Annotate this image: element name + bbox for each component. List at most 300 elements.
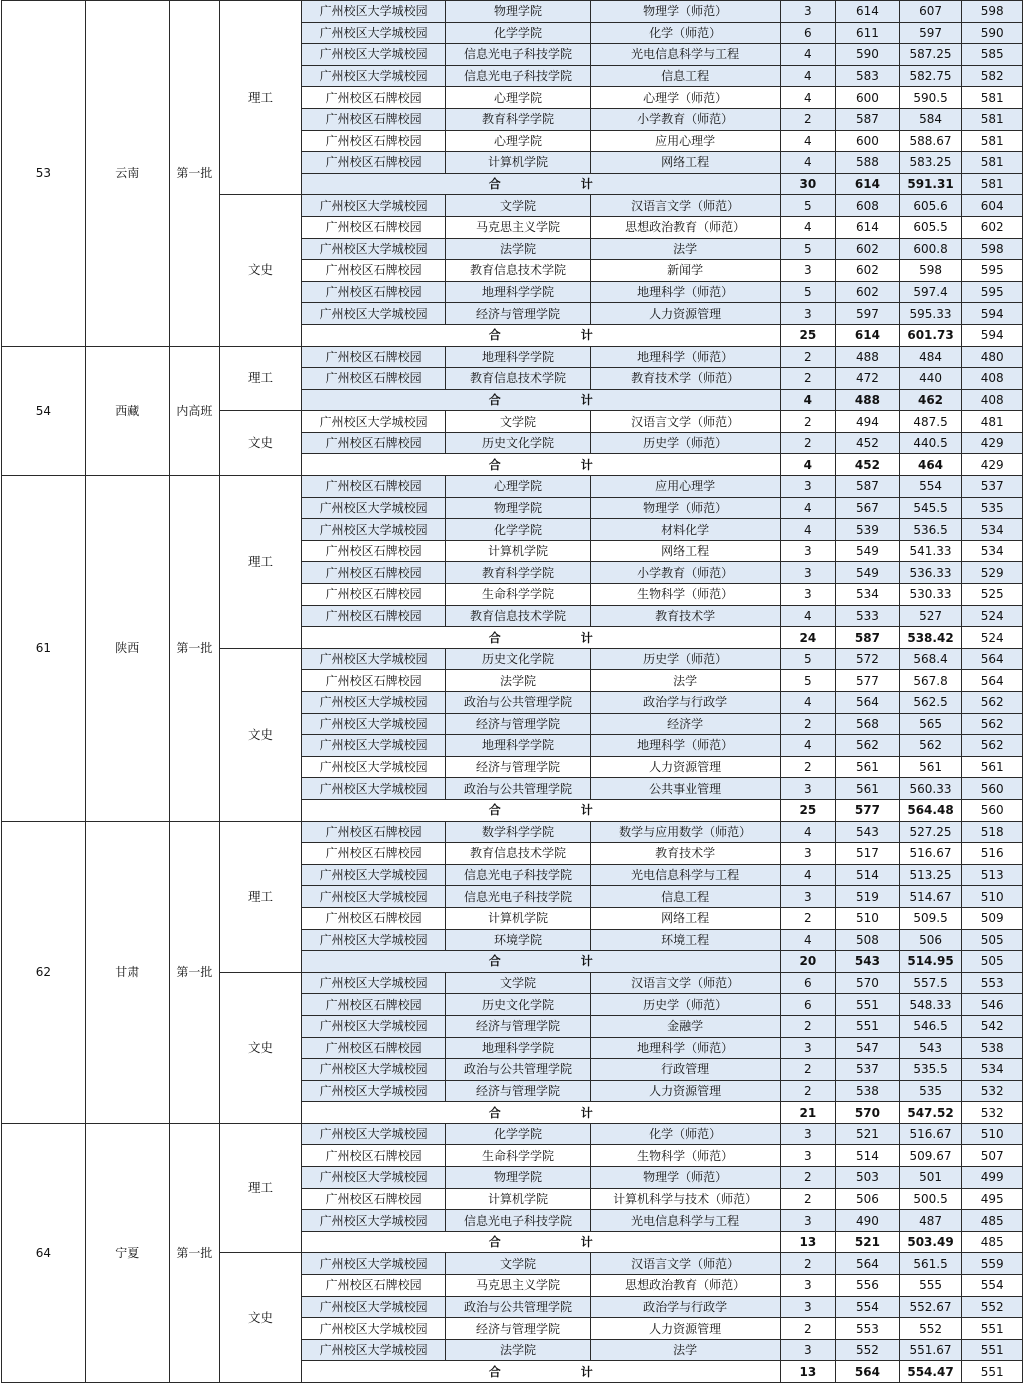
min-score-cell: 551 [962, 1339, 1023, 1361]
campus-cell: 广州校区大学城校园 [301, 756, 445, 778]
total-avg-cell: 464 [899, 454, 962, 476]
avg-score-cell: 567.8 [899, 670, 962, 692]
max-score-cell: 600 [836, 130, 900, 152]
table-row [2, 476, 1023, 498]
min-score-cell: 507 [962, 1145, 1023, 1167]
max-score-cell: 602 [836, 260, 900, 282]
college-cell: 心理学院 [446, 476, 590, 498]
college-cell: 马克思主义学院 [446, 1275, 590, 1297]
total-label-ji: 计 [580, 1235, 593, 1250]
avg-score-cell: 545.5 [899, 497, 962, 519]
college-cell: 化学学院 [446, 519, 590, 541]
track-cell: 理工 [220, 476, 302, 649]
campus-cell: 广州校区大学城校园 [301, 648, 445, 670]
quota-cell: 4 [780, 519, 836, 541]
table-row [2, 346, 1023, 368]
min-score-cell: 585 [962, 44, 1023, 66]
avg-score-cell: 500.5 [899, 1188, 962, 1210]
min-score-cell: 581 [962, 130, 1023, 152]
quota-cell: 3 [780, 1123, 836, 1145]
college-cell: 物理学院 [446, 1, 590, 23]
college-cell: 地理科学学院 [446, 346, 590, 368]
campus-cell: 广州校区石牌校园 [301, 1037, 445, 1059]
total-avg-cell: 591.31 [899, 173, 962, 195]
avg-score-cell: 598 [899, 260, 962, 282]
province-code-cell: 54 [2, 346, 86, 476]
track-cell: 文史 [220, 195, 302, 346]
total-label-cell [301, 951, 780, 973]
major-cell: 光电信息科学与工程 [590, 44, 780, 66]
max-score-cell: 543 [836, 821, 900, 843]
total-label-ji: 计 [580, 457, 593, 472]
min-score-cell: 560 [962, 778, 1023, 800]
major-cell: 历史学（师范） [590, 432, 780, 454]
min-score-cell: 538 [962, 1037, 1023, 1059]
total-avg-cell: 514.95 [899, 951, 962, 973]
max-score-cell: 602 [836, 281, 900, 303]
major-cell: 小学教育（师范） [590, 108, 780, 130]
avg-score-cell: 561.5 [899, 1253, 962, 1275]
max-score-cell: 517 [836, 843, 900, 865]
quota-cell: 5 [780, 670, 836, 692]
quota-cell: 4 [780, 497, 836, 519]
quota-cell: 5 [780, 238, 836, 260]
max-score-cell: 588 [836, 152, 900, 174]
min-score-cell: 534 [962, 540, 1023, 562]
total-label-he: 合 [488, 630, 501, 645]
college-cell: 心理学院 [446, 87, 590, 109]
province-code-cell: 62 [2, 821, 86, 1123]
major-cell: 行政管理 [590, 1059, 780, 1081]
college-cell: 计算机学院 [446, 1188, 590, 1210]
total-label-ji: 计 [580, 1364, 593, 1379]
min-score-cell: 481 [962, 411, 1023, 433]
table-row [2, 1, 1023, 23]
major-cell: 网络工程 [590, 152, 780, 174]
college-cell: 信息光电子科技学院 [446, 864, 590, 886]
college-cell: 法学院 [446, 238, 590, 260]
min-score-cell: 518 [962, 821, 1023, 843]
max-score-cell: 602 [836, 238, 900, 260]
min-score-cell: 495 [962, 1188, 1023, 1210]
total-label-ji: 计 [580, 630, 593, 645]
major-cell: 计算机科学与技术（师范） [590, 1188, 780, 1210]
max-score-cell: 506 [836, 1188, 900, 1210]
max-score-cell: 611 [836, 22, 900, 44]
table-row [2, 821, 1023, 843]
total-quota-cell: 21 [780, 1102, 836, 1124]
max-score-cell: 508 [836, 929, 900, 951]
quota-cell: 4 [780, 130, 836, 152]
max-score-cell: 537 [836, 1059, 900, 1081]
college-cell: 马克思主义学院 [446, 216, 590, 238]
major-cell: 物理学（师范） [590, 497, 780, 519]
campus-cell: 广州校区大学城校园 [301, 497, 445, 519]
min-score-cell: 513 [962, 864, 1023, 886]
max-score-cell: 614 [836, 1, 900, 23]
min-score-cell: 564 [962, 648, 1023, 670]
min-score-cell: 581 [962, 87, 1023, 109]
max-score-cell: 567 [836, 497, 900, 519]
min-score-cell: 602 [962, 216, 1023, 238]
avg-score-cell: 597 [899, 22, 962, 44]
quota-cell: 3 [780, 1339, 836, 1361]
college-cell: 生命科学学院 [446, 1145, 590, 1167]
min-score-cell: 534 [962, 519, 1023, 541]
min-score-cell: 516 [962, 843, 1023, 865]
quota-cell: 6 [780, 22, 836, 44]
avg-score-cell: 440.5 [899, 432, 962, 454]
campus-cell: 广州校区石牌校园 [301, 281, 445, 303]
max-score-cell: 549 [836, 540, 900, 562]
major-cell: 网络工程 [590, 540, 780, 562]
min-score-cell: 590 [962, 22, 1023, 44]
avg-score-cell: 605.5 [899, 216, 962, 238]
min-score-cell: 581 [962, 108, 1023, 130]
campus-cell: 广州校区大学城校园 [301, 65, 445, 87]
total-label-cell [301, 627, 780, 649]
major-cell: 人力资源管理 [590, 756, 780, 778]
max-score-cell: 551 [836, 1015, 900, 1037]
campus-cell: 广州校区大学城校园 [301, 1296, 445, 1318]
total-max-cell: 570 [836, 1102, 900, 1124]
avg-score-cell: 487 [899, 1210, 962, 1232]
total-min-cell: 429 [962, 454, 1023, 476]
campus-cell: 广州校区石牌校园 [301, 843, 445, 865]
total-avg-cell: 564.48 [899, 799, 962, 821]
max-score-cell: 539 [836, 519, 900, 541]
major-cell: 人力资源管理 [590, 303, 780, 325]
max-score-cell: 533 [836, 605, 900, 627]
college-cell: 法学院 [446, 670, 590, 692]
total-label-cell [301, 389, 780, 411]
total-avg-cell: 462 [899, 389, 962, 411]
total-avg-cell: 547.52 [899, 1102, 962, 1124]
avg-score-cell: 560.33 [899, 778, 962, 800]
major-cell: 人力资源管理 [590, 1080, 780, 1102]
campus-cell: 广州校区石牌校园 [301, 821, 445, 843]
major-cell: 教育技术学 [590, 843, 780, 865]
batch-cell: 第一批 [169, 1123, 219, 1382]
avg-score-cell: 597.4 [899, 281, 962, 303]
total-label-he: 合 [488, 457, 501, 472]
total-label-he: 合 [488, 177, 501, 192]
avg-score-cell: 516.67 [899, 1123, 962, 1145]
total-label-ji: 计 [580, 328, 593, 343]
quota-cell: 2 [780, 907, 836, 929]
avg-score-cell: 527 [899, 605, 962, 627]
college-cell: 物理学院 [446, 497, 590, 519]
major-cell: 信息工程 [590, 65, 780, 87]
quota-cell: 2 [780, 1015, 836, 1037]
college-cell: 信息光电子科技学院 [446, 1210, 590, 1232]
avg-score-cell: 562.5 [899, 692, 962, 714]
quota-cell: 3 [780, 584, 836, 606]
max-score-cell: 572 [836, 648, 900, 670]
college-cell: 政治与公共管理学院 [446, 692, 590, 714]
college-cell: 地理科学学院 [446, 281, 590, 303]
college-cell: 政治与公共管理学院 [446, 1296, 590, 1318]
total-quota-cell: 13 [780, 1231, 836, 1253]
campus-cell: 广州校区大学城校园 [301, 929, 445, 951]
quota-cell: 2 [780, 411, 836, 433]
max-score-cell: 561 [836, 756, 900, 778]
max-score-cell: 547 [836, 1037, 900, 1059]
campus-cell: 广州校区石牌校园 [301, 670, 445, 692]
total-max-cell: 521 [836, 1231, 900, 1253]
min-score-cell: 510 [962, 1123, 1023, 1145]
quota-cell: 2 [780, 1059, 836, 1081]
quota-cell: 4 [780, 44, 836, 66]
max-score-cell: 583 [836, 65, 900, 87]
min-score-cell: 598 [962, 1, 1023, 23]
avg-score-cell: 535 [899, 1080, 962, 1102]
total-max-cell: 452 [836, 454, 900, 476]
table-body [2, 1, 1023, 1383]
total-label-cell [301, 173, 780, 195]
major-cell: 历史学（师范） [590, 648, 780, 670]
major-cell: 思想政治教育（师范） [590, 216, 780, 238]
total-label-he: 合 [488, 328, 501, 343]
major-cell: 新闻学 [590, 260, 780, 282]
campus-cell: 广州校区大学城校园 [301, 411, 445, 433]
min-score-cell: 535 [962, 497, 1023, 519]
college-cell: 政治与公共管理学院 [446, 778, 590, 800]
max-score-cell: 510 [836, 907, 900, 929]
min-score-cell: 534 [962, 1059, 1023, 1081]
college-cell: 文学院 [446, 1253, 590, 1275]
major-cell: 思想政治教育（师范） [590, 1275, 780, 1297]
total-label-cell [301, 1361, 780, 1383]
total-label-ji: 计 [580, 803, 593, 818]
campus-cell: 广州校区石牌校园 [301, 216, 445, 238]
college-cell: 计算机学院 [446, 907, 590, 929]
track-cell: 文史 [220, 648, 302, 821]
college-cell: 教育信息技术学院 [446, 843, 590, 865]
min-score-cell: 552 [962, 1296, 1023, 1318]
max-score-cell: 554 [836, 1296, 900, 1318]
min-score-cell: 582 [962, 65, 1023, 87]
college-cell: 法学院 [446, 1339, 590, 1361]
major-cell: 应用心理学 [590, 476, 780, 498]
campus-cell: 广州校区石牌校园 [301, 1275, 445, 1297]
max-score-cell: 521 [836, 1123, 900, 1145]
min-score-cell: 562 [962, 713, 1023, 735]
admission-scores-table [1, 0, 1023, 1383]
avg-score-cell: 584 [899, 108, 962, 130]
quota-cell: 2 [780, 1253, 836, 1275]
province-code-cell: 53 [2, 1, 86, 347]
campus-cell: 广州校区大学城校园 [301, 1059, 445, 1081]
campus-cell: 广州校区大学城校园 [301, 735, 445, 757]
total-label-cell [301, 1102, 780, 1124]
province-name-cell: 宁夏 [85, 1123, 169, 1382]
max-score-cell: 553 [836, 1318, 900, 1340]
college-cell: 文学院 [446, 972, 590, 994]
min-score-cell: 529 [962, 562, 1023, 584]
track-cell: 理工 [220, 1, 302, 195]
major-cell: 化学（师范） [590, 22, 780, 44]
campus-cell: 广州校区大学城校园 [301, 972, 445, 994]
total-label-cell [301, 454, 780, 476]
min-score-cell: 595 [962, 260, 1023, 282]
major-cell: 金融学 [590, 1015, 780, 1037]
quota-cell: 3 [780, 1145, 836, 1167]
campus-cell: 广州校区石牌校园 [301, 994, 445, 1016]
max-score-cell: 564 [836, 692, 900, 714]
min-score-cell: 480 [962, 346, 1023, 368]
quota-cell: 4 [780, 605, 836, 627]
max-score-cell: 590 [836, 44, 900, 66]
campus-cell: 广州校区石牌校园 [301, 130, 445, 152]
quota-cell: 3 [780, 1296, 836, 1318]
avg-score-cell: 535.5 [899, 1059, 962, 1081]
max-score-cell: 577 [836, 670, 900, 692]
min-score-cell: 553 [962, 972, 1023, 994]
track-cell: 文史 [220, 1253, 302, 1383]
avg-score-cell: 541.33 [899, 540, 962, 562]
campus-cell: 广州校区大学城校园 [301, 1, 445, 23]
quota-cell: 6 [780, 972, 836, 994]
total-label-ji: 计 [580, 392, 593, 407]
avg-score-cell: 501 [899, 1167, 962, 1189]
track-cell: 文史 [220, 411, 302, 476]
avg-score-cell: 536.5 [899, 519, 962, 541]
avg-score-cell: 548.33 [899, 994, 962, 1016]
avg-score-cell: 582.75 [899, 65, 962, 87]
college-cell: 物理学院 [446, 1167, 590, 1189]
total-avg-cell: 503.49 [899, 1231, 962, 1253]
min-score-cell: 408 [962, 368, 1023, 390]
quota-cell: 4 [780, 929, 836, 951]
min-score-cell: 542 [962, 1015, 1023, 1037]
major-cell: 地理科学（师范） [590, 735, 780, 757]
college-cell: 教育信息技术学院 [446, 368, 590, 390]
total-max-cell: 543 [836, 951, 900, 973]
major-cell: 生物科学（师范） [590, 1145, 780, 1167]
total-label-he: 合 [488, 954, 501, 969]
max-score-cell: 514 [836, 864, 900, 886]
total-max-cell: 564 [836, 1361, 900, 1383]
avg-score-cell: 513.25 [899, 864, 962, 886]
avg-score-cell: 557.5 [899, 972, 962, 994]
major-cell: 环境工程 [590, 929, 780, 951]
avg-score-cell: 506 [899, 929, 962, 951]
max-score-cell: 614 [836, 216, 900, 238]
major-cell: 地理科学（师范） [590, 346, 780, 368]
max-score-cell: 472 [836, 368, 900, 390]
college-cell: 地理科学学院 [446, 735, 590, 757]
quota-cell: 4 [780, 216, 836, 238]
major-cell: 小学教育（师范） [590, 562, 780, 584]
total-max-cell: 577 [836, 799, 900, 821]
campus-cell: 广州校区大学城校园 [301, 22, 445, 44]
major-cell: 材料化学 [590, 519, 780, 541]
min-score-cell: 524 [962, 605, 1023, 627]
max-score-cell: 551 [836, 994, 900, 1016]
total-avg-cell: 554.47 [899, 1361, 962, 1383]
college-cell: 地理科学学院 [446, 1037, 590, 1059]
college-cell: 教育信息技术学院 [446, 260, 590, 282]
quota-cell: 3 [780, 303, 836, 325]
avg-score-cell: 555 [899, 1275, 962, 1297]
total-label-cell [301, 1231, 780, 1253]
campus-cell: 广州校区石牌校园 [301, 260, 445, 282]
total-min-cell: 594 [962, 324, 1023, 346]
province-code-cell: 61 [2, 476, 86, 822]
major-cell: 信息工程 [590, 886, 780, 908]
total-min-cell: 551 [962, 1361, 1023, 1383]
max-score-cell: 562 [836, 735, 900, 757]
min-score-cell: 505 [962, 929, 1023, 951]
quota-cell: 3 [780, 260, 836, 282]
province-name-cell: 西藏 [85, 346, 169, 476]
major-cell: 生物科学（师范） [590, 584, 780, 606]
college-cell: 教育科学学院 [446, 108, 590, 130]
total-max-cell: 614 [836, 173, 900, 195]
max-score-cell: 556 [836, 1275, 900, 1297]
total-label-ji: 计 [580, 954, 593, 969]
avg-score-cell: 595.33 [899, 303, 962, 325]
avg-score-cell: 530.33 [899, 584, 962, 606]
max-score-cell: 534 [836, 584, 900, 606]
min-score-cell: 598 [962, 238, 1023, 260]
max-score-cell: 452 [836, 432, 900, 454]
track-cell: 理工 [220, 1123, 302, 1253]
campus-cell: 广州校区大学城校园 [301, 519, 445, 541]
campus-cell: 广州校区大学城校园 [301, 1015, 445, 1037]
avg-score-cell: 561 [899, 756, 962, 778]
avg-score-cell: 536.33 [899, 562, 962, 584]
max-score-cell: 600 [836, 87, 900, 109]
campus-cell: 广州校区大学城校园 [301, 1210, 445, 1232]
batch-cell: 第一批 [169, 821, 219, 1123]
total-min-cell: 581 [962, 173, 1023, 195]
campus-cell: 广州校区石牌校园 [301, 562, 445, 584]
quota-cell: 4 [780, 65, 836, 87]
max-score-cell: 549 [836, 562, 900, 584]
quota-cell: 2 [780, 1318, 836, 1340]
avg-score-cell: 509.5 [899, 907, 962, 929]
min-score-cell: 499 [962, 1167, 1023, 1189]
total-max-cell: 488 [836, 389, 900, 411]
total-min-cell: 485 [962, 1231, 1023, 1253]
total-avg-cell: 538.42 [899, 627, 962, 649]
campus-cell: 广州校区大学城校园 [301, 1339, 445, 1361]
campus-cell: 广州校区大学城校园 [301, 778, 445, 800]
avg-score-cell: 543 [899, 1037, 962, 1059]
total-quota-cell: 4 [780, 389, 836, 411]
quota-cell: 4 [780, 152, 836, 174]
province-name-cell: 甘肃 [85, 821, 169, 1123]
campus-cell: 广州校区大学城校园 [301, 1318, 445, 1340]
college-cell: 教育科学学院 [446, 562, 590, 584]
quota-cell: 3 [780, 843, 836, 865]
max-score-cell: 490 [836, 1210, 900, 1232]
batch-cell: 第一批 [169, 476, 219, 822]
major-cell: 经济学 [590, 713, 780, 735]
total-quota-cell: 20 [780, 951, 836, 973]
max-score-cell: 494 [836, 411, 900, 433]
total-label-ji: 计 [580, 1105, 593, 1120]
min-score-cell: 594 [962, 303, 1023, 325]
campus-cell: 广州校区石牌校园 [301, 152, 445, 174]
campus-cell: 广州校区石牌校园 [301, 540, 445, 562]
province-name-cell: 云南 [85, 1, 169, 347]
major-cell: 法学 [590, 670, 780, 692]
min-score-cell: 554 [962, 1275, 1023, 1297]
college-cell: 历史文化学院 [446, 648, 590, 670]
